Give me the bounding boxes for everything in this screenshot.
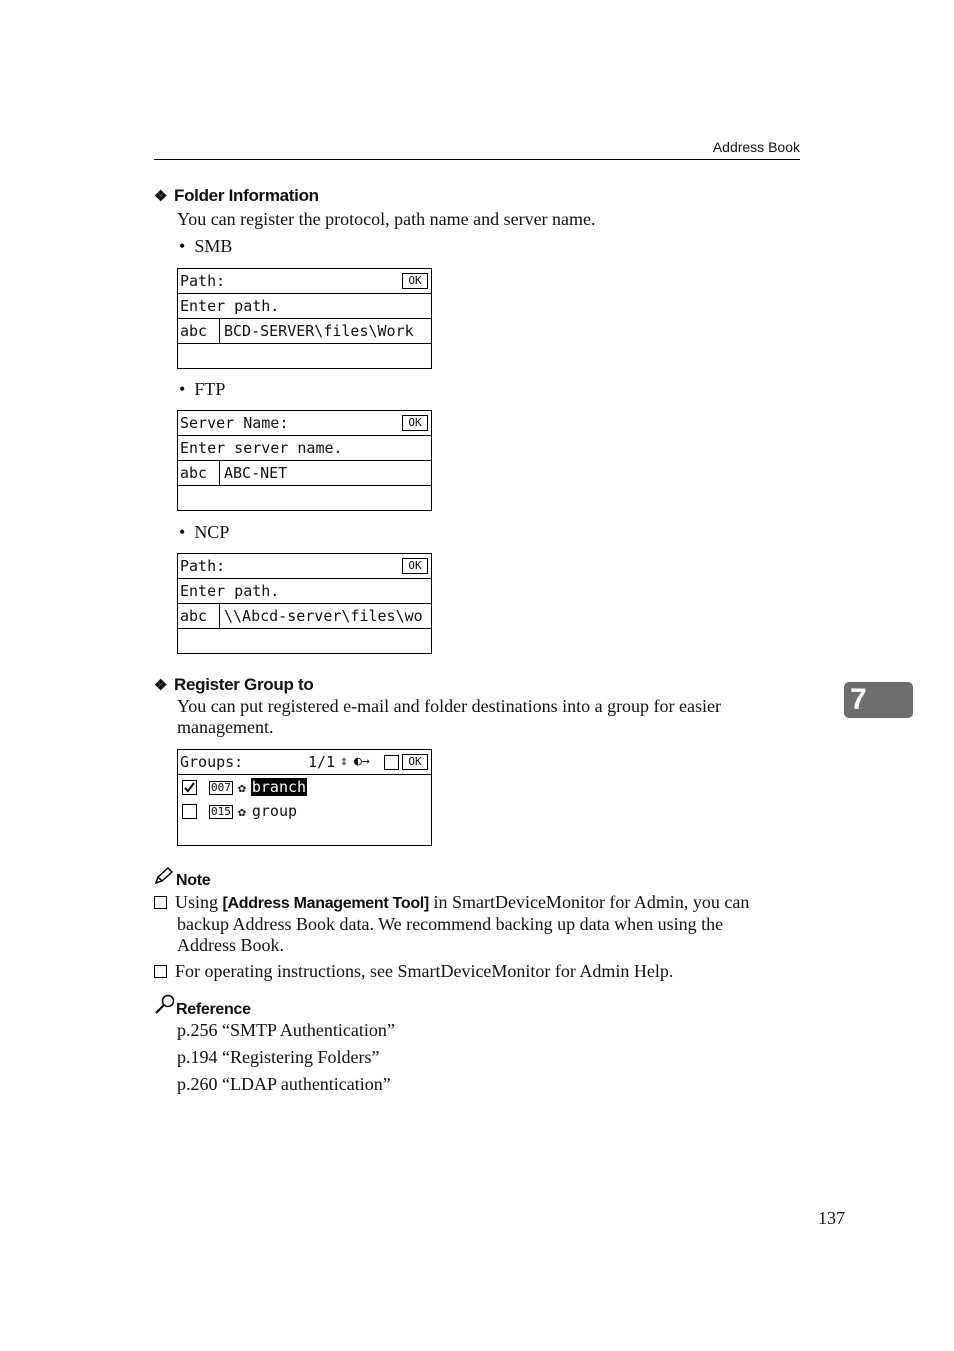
note-item-2 bbox=[154, 961, 673, 982]
lcd-empty-row bbox=[178, 629, 431, 653]
lcd-input-row[interactable] bbox=[178, 461, 431, 486]
note-text: backup Address Book data. We recommend backing up data when using the bbox=[177, 914, 724, 934]
lcd-empty-row bbox=[178, 486, 431, 510]
folder-info-heading bbox=[154, 186, 319, 206]
lcd-title-row bbox=[178, 411, 431, 436]
reference-link[interactable]: p.194 “Registering Folders” bbox=[177, 1047, 380, 1067]
reference-link[interactable]: p.256 “SMTP Authentication” bbox=[177, 1020, 395, 1040]
magnifier-icon bbox=[154, 994, 176, 1019]
ok-button[interactable]: OK bbox=[402, 754, 428, 770]
register-group-heading bbox=[154, 675, 313, 695]
groups-lcd-panel bbox=[177, 749, 432, 846]
lcd-empty-row bbox=[178, 344, 431, 368]
input-mode-label: abc bbox=[178, 319, 220, 343]
register-group-description bbox=[177, 696, 801, 738]
address-management-tool-label: [Address Management Tool] bbox=[222, 895, 429, 912]
lcd-title: Path: bbox=[180, 272, 226, 290]
diamond-bullet-icon: ❖ bbox=[154, 677, 168, 694]
group-icon: ✿ bbox=[237, 805, 246, 820]
chapter-tab: 7 bbox=[844, 682, 913, 718]
ncp-bullet: • NCP bbox=[179, 522, 230, 542]
select-arrow-icon[interactable]: ◐→ bbox=[354, 754, 370, 769]
description-line: You can put registered e-mail and folder destinations into a group for easier bbox=[177, 696, 722, 716]
ok-button[interactable]: OK bbox=[402, 415, 428, 431]
smb-bullet: • SMB bbox=[179, 236, 233, 256]
note-text: Address Book. bbox=[177, 935, 284, 955]
lcd-title: Path: bbox=[180, 557, 226, 575]
lcd-prompt: Enter server name. bbox=[180, 439, 343, 457]
lcd-prompt: Enter path. bbox=[180, 297, 280, 315]
group-name: branch bbox=[251, 778, 307, 796]
register-group-title: Register Group to bbox=[174, 675, 314, 694]
page-number: 137 bbox=[818, 1208, 845, 1228]
page-indicator: 1/1 bbox=[308, 753, 336, 771]
note-heading bbox=[154, 867, 210, 890]
ftp-label: FTP bbox=[194, 379, 226, 399]
lcd-title: Server Name: bbox=[180, 414, 289, 432]
diamond-bullet-icon: ❖ bbox=[154, 188, 168, 205]
ncp-lcd-panel bbox=[177, 553, 432, 654]
ftp-bullet: • FTP bbox=[179, 379, 226, 399]
unchecked-checkbox-icon[interactable] bbox=[182, 804, 197, 819]
note-text: in SmartDeviceMonitor for Admin, you can bbox=[428, 892, 750, 912]
input-mode-label: abc bbox=[178, 604, 220, 628]
note-title: Note bbox=[176, 872, 211, 889]
header-rule bbox=[154, 159, 800, 160]
smb-lcd-panel bbox=[177, 268, 432, 369]
list-item[interactable] bbox=[178, 799, 431, 823]
lcd-title: Groups: bbox=[180, 753, 244, 771]
pencil-icon bbox=[154, 867, 176, 890]
note-text: Using bbox=[175, 892, 223, 912]
scroll-arrows-icon[interactable]: ⇕ bbox=[340, 754, 348, 769]
description-line: management. bbox=[177, 717, 274, 737]
reference-heading bbox=[154, 994, 251, 1019]
checked-checkbox-icon[interactable] bbox=[182, 780, 197, 795]
reference-title: Reference bbox=[176, 1001, 251, 1018]
checkbox-icon[interactable] bbox=[384, 755, 399, 770]
folder-info-description: You can register the protocol, path name and server name. bbox=[177, 209, 596, 229]
ftp-lcd-panel bbox=[177, 410, 432, 511]
ok-button[interactable]: OK bbox=[402, 273, 428, 289]
running-head: Address Book bbox=[712, 139, 800, 155]
server-name-input[interactable]: ABC-NET bbox=[224, 464, 288, 482]
group-name: group bbox=[251, 802, 298, 820]
checkbox-bullet-icon bbox=[154, 896, 167, 909]
group-number: 015 bbox=[211, 804, 231, 818]
input-mode-label: abc bbox=[178, 461, 220, 485]
ok-button[interactable]: OK bbox=[402, 558, 428, 574]
ncp-label: NCP bbox=[194, 522, 230, 542]
list-item[interactable] bbox=[178, 775, 431, 799]
lcd-prompt-row bbox=[178, 579, 431, 604]
lcd-title-row bbox=[178, 750, 431, 775]
lcd-prompt-row bbox=[178, 294, 431, 319]
reference-link[interactable]: p.260 “LDAP authentication” bbox=[177, 1074, 391, 1094]
group-number: 007 bbox=[211, 780, 231, 794]
checkbox-bullet-icon bbox=[154, 965, 167, 978]
lcd-input-row[interactable] bbox=[178, 604, 431, 629]
note-text: For operating instructions, see SmartDeviceMonitor for Admin Help. bbox=[175, 961, 674, 981]
folder-info-title: Folder Information bbox=[174, 186, 319, 205]
note-item-1 bbox=[154, 892, 802, 956]
lcd-title-row bbox=[178, 554, 431, 579]
lcd-prompt-row bbox=[178, 436, 431, 461]
lcd-input-row[interactable] bbox=[178, 319, 431, 344]
lcd-title-row bbox=[178, 269, 431, 294]
smb-label: SMB bbox=[194, 236, 233, 256]
lcd-prompt: Enter path. bbox=[180, 582, 280, 600]
group-icon: ✿ bbox=[237, 781, 246, 796]
path-input[interactable]: BCD-SERVER\files\Work bbox=[224, 322, 414, 340]
path-input[interactable]: \\Abcd-server\files\wo bbox=[224, 607, 423, 625]
